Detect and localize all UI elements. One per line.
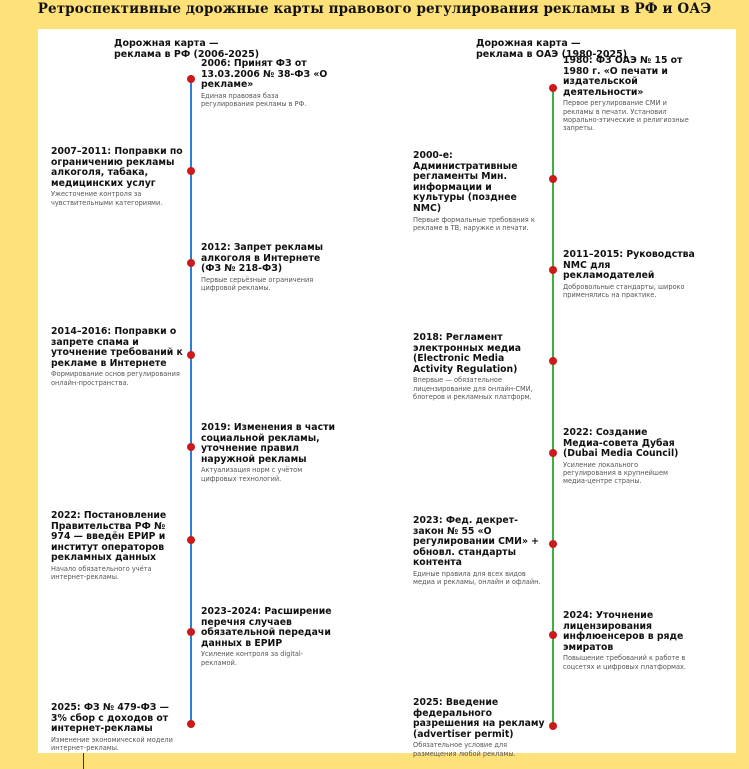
ru-event-marker (187, 536, 195, 544)
ru-event-marker (187, 351, 195, 359)
ru-event-marker (187, 167, 195, 175)
event-title: 2019: Изменения в части социальной рекламы, уточнение правил наружной рекламы (201, 422, 335, 465)
ru-event-2019 (201, 423, 337, 483)
ru-roadmap-heading (114, 38, 259, 60)
ru-event-2012 (201, 243, 327, 292)
ru-event-marker (187, 75, 195, 83)
event-description: Впервые — обязательное лицензирование для онлайн-СМИ, блогеров и рекламных платформ. (413, 376, 533, 401)
event-title: 2022: Постановление Правительства РФ № 974 — введён ЕРИР и институт операторов рекламных данных (51, 510, 167, 564)
ru-event-2007-2011 (51, 147, 185, 207)
event-description: Усиление контроля за digital-рекламой. (201, 650, 304, 667)
event-title: 2023–2024: Расширение перечня случаев обязательной передачи данных в ЕРИР (201, 606, 332, 649)
event-title: 1980: ФЗ ОАЭ № 15 от 1980 г. «О печати и издательской деятельности» (563, 55, 683, 98)
ru-heading-line2: реклама в РФ (2006-2025) (114, 49, 260, 60)
uae-event-marker (549, 84, 557, 92)
event-title: 2018: Регламент электронных медиа (Electronic Media Activity Regulation) (413, 332, 522, 375)
event-description: Первые формальные требования к рекламе в ТВ, наружке и печати. (413, 215, 535, 232)
uae-event-marker (549, 631, 557, 639)
uae-event-2011-2015 (563, 250, 695, 299)
uae-event-marker (549, 449, 557, 457)
event-title: 2000-е: Административные регламенты Мин. информации и культуры (позднее NMC) (413, 150, 518, 214)
event-description: Первое регулирование СМИ и рекламы в печати. Установил морально-этические и религиозные запреты. (563, 99, 689, 132)
ru-event-marker (187, 443, 195, 451)
uae-event-marker (549, 722, 557, 730)
event-description: Начало обязательного учёта интернет-рекламы. (51, 564, 152, 582)
ru-event-2014-2016 (51, 327, 185, 387)
uae-event-2023 (413, 516, 545, 586)
event-description: Обязательное условие для размещения любой рекламы. (413, 741, 516, 758)
ru-event-2023-2024 (201, 607, 335, 667)
event-description: Добровольные стандарты, широко применялись на практике. (563, 282, 685, 299)
event-title: 2025: ФЗ № 479-ФЗ — 3% сбор с доходов от интернет-рекламы (51, 702, 169, 735)
event-title: 2022: Создание Медиа-совета Дубая (Dubai Media Council) (563, 427, 679, 460)
ru-event-marker (187, 259, 195, 267)
uae-event-2024 (563, 611, 691, 671)
uae-event-2018 (413, 333, 545, 401)
event-description: Изменение экономической модели интернет-рекламы. (51, 735, 173, 752)
event-description: Единая правовая база регулирования рекламы в РФ. (201, 91, 307, 108)
ru-event-2025 (51, 703, 179, 752)
event-description: Актуализация норм с учётом цифровых технологий. (201, 466, 303, 483)
event-title: 2023: Фед. декрет-закон № 55 «О регулировании СМИ» + обновл. стандарты контента (413, 515, 539, 569)
uae-event-marker (549, 357, 557, 365)
ru-event-2006 (201, 59, 333, 108)
divider-tick (83, 753, 84, 769)
event-description: Повышение требований к работе в соцсетях и цифровых платформах. (563, 654, 687, 671)
uae-event-marker (549, 175, 557, 183)
event-title: 2011–2015: Руководства NMC для рекламодателей (563, 249, 695, 282)
uae-heading-line2: реклама в ОАЭ (1980-2025) (476, 49, 628, 60)
event-description: Единые правила для всех видов медиа и рекламы, онлайн и офлайн. (413, 569, 541, 587)
ru-event-2022 (51, 511, 175, 581)
event-title: 2024: Уточнение лицензирования инфлюенсеров в ряде эмиратов (563, 610, 684, 653)
uae-event-marker (549, 540, 557, 548)
event-title: 2012: Запрет рекламы алкоголя в Интернете (ФЗ № 218-ФЗ) (201, 242, 324, 275)
page-title: Ретроспективные дорожные карты правового регулирования рекламы в РФ и ОАЭ (37, 1, 712, 17)
ru-event-marker (187, 628, 195, 636)
event-description: Ужесточение контроля за чувствительными категориями. (51, 190, 163, 207)
roadmap-sheet (38, 29, 736, 758)
uae-event-2022 (563, 428, 685, 485)
event-title: 2007–2011: Поправки по ограничению рекламы алкоголя, табака, медицинских услуг (51, 146, 183, 189)
uae-heading-line1: Дорожная карта — (476, 38, 581, 49)
event-description: Формирование основ регулирования онлайн-пространства. (51, 370, 180, 387)
uae-event-1980 (563, 56, 693, 132)
event-title: 2025: Введение федерального разрешения на рекламу (advertiser permit) (413, 697, 545, 740)
ru-heading-line1: Дорожная карта — (114, 38, 219, 49)
event-title: 2006: Принят ФЗ от 13.03.2006 № 38-ФЗ «О рекламе» (201, 58, 328, 91)
event-description: Усиление локального регулирования в крупнейшем медиа-центре страны. (563, 460, 668, 486)
ru-event-marker (187, 720, 195, 728)
event-description: Первые серьёзные ограничения цифровой рекламы. (201, 275, 314, 292)
uae-event-2000s (413, 151, 545, 232)
uae-event-2025 (413, 698, 545, 758)
uae-event-marker (549, 266, 557, 274)
event-title: 2014–2016: Поправки о запрете спама и уточнение требований к рекламе в Интернете (51, 326, 183, 369)
